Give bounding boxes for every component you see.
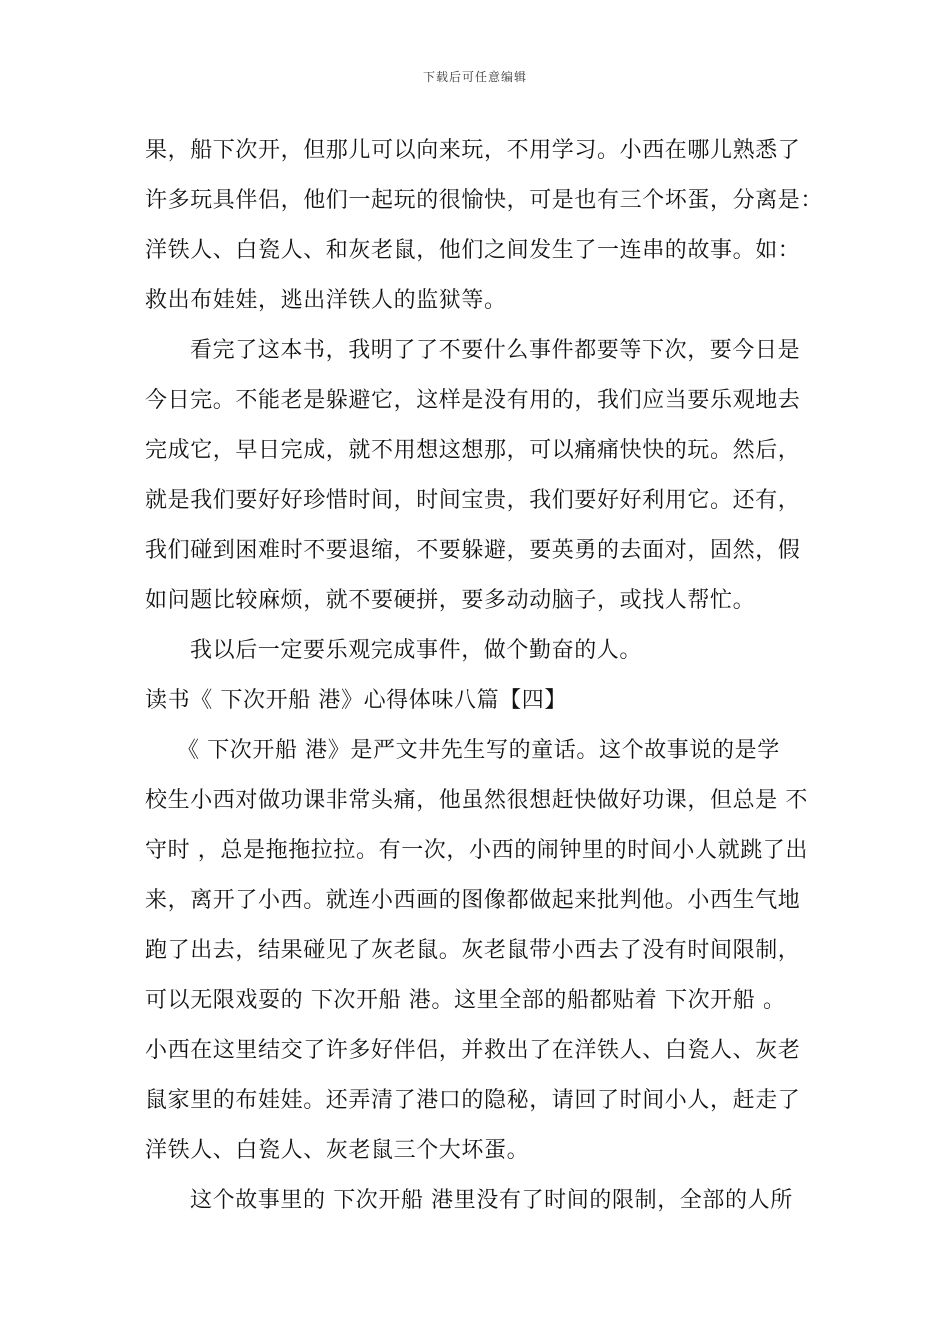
page-header: 下载后可任意编辑 bbox=[422, 70, 527, 84]
text-line: 守时 ，总是拖拖拉拉。有一次，小西的闹钟里的时间小人就跳了出 bbox=[145, 838, 808, 863]
text-line: 可以无限戏耍的 下次开船 港。这里全部的船都贴着 下次开船 。 bbox=[145, 988, 786, 1013]
text-line: 就是我们要好好珍惜时间，时间宝贵，我们要好好利用它。还有， bbox=[145, 488, 801, 513]
text-line: 如问题比较麻烦，就不要硬拼，要多动动脑子，或找人帮忙。 bbox=[145, 588, 756, 613]
text-line: 这个故事里的 下次开船 港里没有了时间的限制，全部的人所 bbox=[190, 1188, 793, 1213]
text-line: 我以后一定要乐观完成事件，做个勤奋的人。 bbox=[190, 638, 643, 663]
text-line: 跑了出去，结果碰见了灰老鼠。灰老鼠带小西去了没有时间限制， bbox=[145, 938, 801, 963]
text-line: 看完了这本书，我明了了不要什么事件都要等下次，要今日是 bbox=[190, 338, 801, 363]
text-line: 救出布娃娃，逃出洋铁人的监狱等。 bbox=[145, 288, 507, 313]
text-line: 果，船下次开，但那儿可以向来玩，不用学习。小西在哪儿熟悉了 bbox=[145, 138, 801, 163]
text-line: 《 下次开船 港》是严文井先生写的童话。这个故事说的是学 bbox=[177, 738, 780, 763]
section-heading: 读书《 下次开船 港》心得体味八篇【四】 bbox=[145, 688, 567, 713]
text-line: 来，离开了小西。就连小西画的图像都做起来批判他。小西生气地 bbox=[145, 888, 801, 913]
text-line: 鼠家里的布娃娃。还弄清了港口的隐秘，请回了时间小人，赶走了 bbox=[145, 1088, 801, 1113]
text-line: 小西在这里结交了许多好伴侣，并救出了在洋铁人、白瓷人、灰老 bbox=[145, 1038, 801, 1063]
text-line: 洋铁人、白瓷人、灰老鼠三个大坏蛋。 bbox=[145, 1138, 530, 1163]
text-line: 完成它，早日完成，就不用想这想那，可以痛痛快快的玩。然后， bbox=[145, 438, 801, 463]
text-line: 许多玩具伴侣，他们一起玩的很愉快，可是也有三个坏蛋，分离是： bbox=[145, 188, 824, 213]
text-line: 我们碰到困难时不要退缩，不要躲避，要英勇的去面对，固然，假 bbox=[145, 538, 801, 563]
text-line: 今日完。不能老是躲避它，这样是没有用的，我们应当要乐观地去 bbox=[145, 388, 801, 413]
text-line: 洋铁人、白瓷人、和灰老鼠，他们之间发生了一连串的故事。如： bbox=[145, 238, 801, 263]
text-line: 校生小西对做功课非常头痛，他虽然很想赶快做好功课，但总是 不 bbox=[145, 788, 808, 813]
